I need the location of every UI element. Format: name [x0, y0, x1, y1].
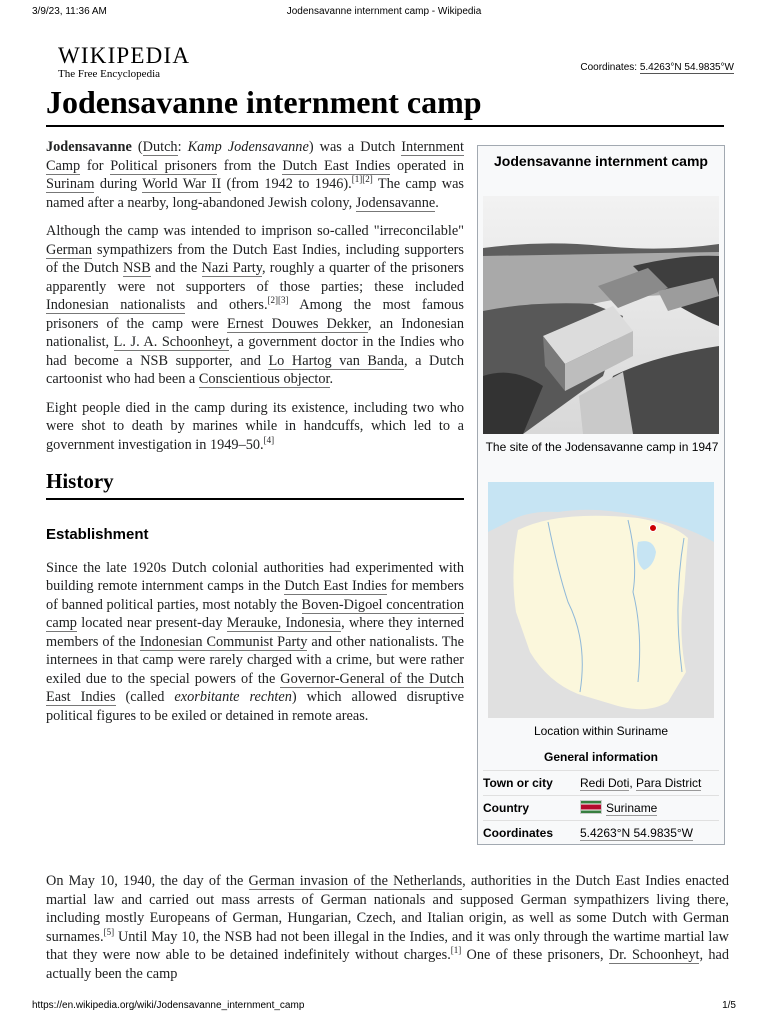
link-dutch-east-indies[interactable]: Dutch East Indies	[282, 157, 391, 174]
link-governor-general[interactable]: Governor-General of the Dutch East Indies	[46, 670, 464, 705]
row-value	[580, 821, 693, 845]
text: for members of banned political parties, most notably the	[46, 578, 464, 613]
link-nazi-party[interactable]: Nazi Party	[201, 260, 263, 276]
link-para-district[interactable]: Para District	[636, 776, 702, 790]
text: Although the camp was intended to imprison so-called "irreconcilable"	[46, 223, 464, 239]
text: On May 10, 1940, the day of the	[46, 873, 249, 889]
text: sympathizers from the Dutch East Indies, including supporters of the Dutch	[46, 241, 464, 276]
text: , had actually been the camp	[46, 947, 729, 982]
infobox-title: Jodensavanne internment camp	[494, 153, 708, 169]
location-map[interactable]	[488, 482, 714, 718]
wikipedia-logo[interactable]	[58, 44, 190, 80]
lead-term: Jodensavanne	[46, 139, 132, 155]
text: Among the most famous prisoners of the camp were	[46, 297, 464, 332]
text: operated in	[390, 157, 464, 174]
print-datetime: 3/9/23, 11:36 AM	[32, 6, 107, 17]
link-dutch[interactable]: Dutch	[142, 139, 178, 155]
general-info-header: General information	[543, 750, 659, 764]
infobox	[477, 145, 725, 845]
link-indonesian-nationalists[interactable]: Indonesian nationalists	[46, 297, 186, 313]
text: during	[94, 176, 143, 192]
ref-3[interactable]: [3]	[278, 295, 289, 306]
print-header	[0, 6, 768, 20]
logo-tagline: The Free Encyclopedia	[58, 68, 161, 80]
ref-2[interactable]: [2]	[362, 174, 373, 185]
row-label: Town or city	[483, 776, 553, 790]
text: , roughly a quarter of the prisoners apparently were not supporters of those parties; these included	[46, 260, 464, 295]
row-label: Coordinates	[483, 826, 554, 840]
title-divider	[46, 125, 724, 127]
history-paragraph-1	[46, 559, 464, 726]
text: .	[435, 194, 439, 211]
location-marker	[650, 525, 657, 532]
text: ) was a Dutch	[308, 139, 402, 155]
text: The camp was named after a nearby, long-abandoned Jewish colony,	[46, 176, 464, 211]
link-surinam[interactable]: Surinam	[46, 176, 95, 192]
link-world-war-ii[interactable]: World War II	[142, 176, 222, 192]
text: and other nationalists. The internees in that camp were rarely charged with a crime, but were rather exiled due to the special powers of the	[46, 633, 465, 687]
link-boven-digoel[interactable]: Boven-Digoel concentration camp	[46, 596, 464, 631]
link-dutch-east-indies[interactable]: Dutch East Indies	[284, 578, 387, 594]
section-heading-history: History	[46, 468, 464, 500]
photo-caption: The site of the Jodensavanne camp in 1947	[485, 440, 719, 454]
link-merauke[interactable]: Merauke, Indonesia	[226, 615, 342, 631]
text: , an Indonesian nationalist,	[46, 315, 465, 350]
text: , a government doctor in the Indies who had become a NSB supporter, and	[46, 334, 464, 369]
text: Until May 10, the NSB had not been illegal in the Indies, and it was only through the wartime martial law that they were now able to be detained indefinitely without charges.	[46, 928, 729, 963]
print-page-number: 1/5	[722, 1000, 736, 1011]
link-redi-doti[interactable]: Redi Doti	[580, 776, 630, 790]
text: , where they interned members of the	[46, 615, 464, 650]
link-indonesian-communist-party[interactable]: Indonesian Communist Party	[139, 633, 308, 650]
ref-1[interactable]: [1]	[450, 945, 462, 956]
link-conscientious-objector[interactable]: Conscientious objector	[198, 371, 330, 387]
italic-name: Kamp Jodensavanne	[187, 139, 309, 155]
row-value	[580, 771, 701, 795]
intro-paragraph-2	[46, 222, 464, 389]
text: (called	[115, 689, 175, 705]
text: located near present-day	[76, 615, 227, 631]
link-jodensavanne[interactable]: Jodensavanne	[355, 194, 436, 211]
intro-paragraph-1	[46, 138, 464, 212]
link-lo-hartog-van-banda[interactable]: Lo Hartog van Banda	[268, 352, 404, 369]
text: .	[329, 371, 334, 387]
row-value	[580, 796, 657, 820]
print-footer	[0, 1000, 768, 1014]
link-coordinates[interactable]: 5.4263°N 54.9835°W	[580, 826, 694, 840]
link-dr-schoonheyt[interactable]: Dr. Schoonheyt	[608, 947, 700, 963]
ref-1[interactable]: [1]	[351, 174, 363, 185]
camp-photo[interactable]	[483, 196, 719, 434]
link-suriname[interactable]: Suriname	[606, 801, 658, 815]
article-body-column	[46, 138, 464, 735]
print-url: https://en.wikipedia.org/wiki/Jodensavanne_internment_camp	[32, 1000, 305, 1011]
separator: ,	[629, 776, 637, 790]
print-page-title: Jodensavanne internment camp - Wikipedia	[286, 6, 482, 17]
text: for	[80, 157, 111, 174]
text: (	[131, 139, 143, 155]
subsection-heading-establishment: Establishment	[46, 526, 149, 543]
text: ) which allowed disruptive political figures to be exiled or detained in remote areas.	[46, 689, 464, 724]
text: :	[177, 139, 188, 155]
suriname-flag-icon	[580, 800, 602, 814]
text: and others.	[185, 297, 268, 313]
intro-paragraph-3	[46, 399, 464, 455]
link-nsb[interactable]: NSB	[122, 260, 151, 276]
link-german-invasion[interactable]: German invasion of the Netherlands	[248, 873, 463, 889]
link-internment-camp[interactable]: Internment Camp	[46, 139, 465, 174]
history-paragraph-2	[46, 872, 729, 983]
row-town	[483, 770, 719, 795]
page-title: Jodensavanne internment camp	[46, 84, 482, 120]
text: , authorities in the Dutch East Indies enacted martial law and carried out mass arrests of German nationals and supposed German sympathizers living there, including mostly Europeans of German, Hungarian, Czech, and Italian origin, as well as some Dutch with German surnames.	[46, 873, 729, 945]
coordinates-label: Coordinates:	[580, 62, 640, 73]
link-ernest-douwes-dekker[interactable]: Ernest Douwes Dekker	[226, 315, 369, 332]
text: Eight people died in the camp during its existence, including two who were shot to death by marines while in handcuffs, which led to a government investigation in 1949–50.	[46, 399, 464, 453]
ref-4[interactable]: [4]	[263, 434, 275, 445]
text: from the	[217, 157, 283, 174]
text: (from 1942 to 1946).	[221, 176, 352, 192]
text: Since the late 1920s Dutch colonial authorities had experimented with building remote internment camps in the	[46, 559, 464, 594]
ref-5[interactable]: [5]	[103, 926, 115, 937]
link-political-prisoners[interactable]: Political prisoners	[110, 157, 217, 174]
row-coordinates	[483, 820, 719, 845]
text: , a Dutch cartoonist who had been a	[46, 352, 464, 387]
row-country	[483, 795, 719, 820]
coordinates-header	[580, 62, 734, 73]
italic-term: exorbitante rechten	[174, 689, 292, 705]
link-german[interactable]: German	[46, 241, 93, 258]
ref-2[interactable]: [2]	[267, 295, 279, 306]
logo-wordmark: WIKIPEDIA	[58, 43, 191, 68]
text: One of these prisoners,	[461, 947, 609, 963]
text: and the	[150, 260, 202, 276]
article-full-width-text	[46, 872, 729, 983]
map-caption: Location within Suriname	[533, 724, 669, 738]
coordinates-link[interactable]: 5.4263°N 54.9835°W	[639, 62, 734, 73]
row-label: Country	[483, 801, 529, 815]
link-schoonheyt[interactable]: L. J. A. Schoonheyt	[113, 334, 230, 350]
